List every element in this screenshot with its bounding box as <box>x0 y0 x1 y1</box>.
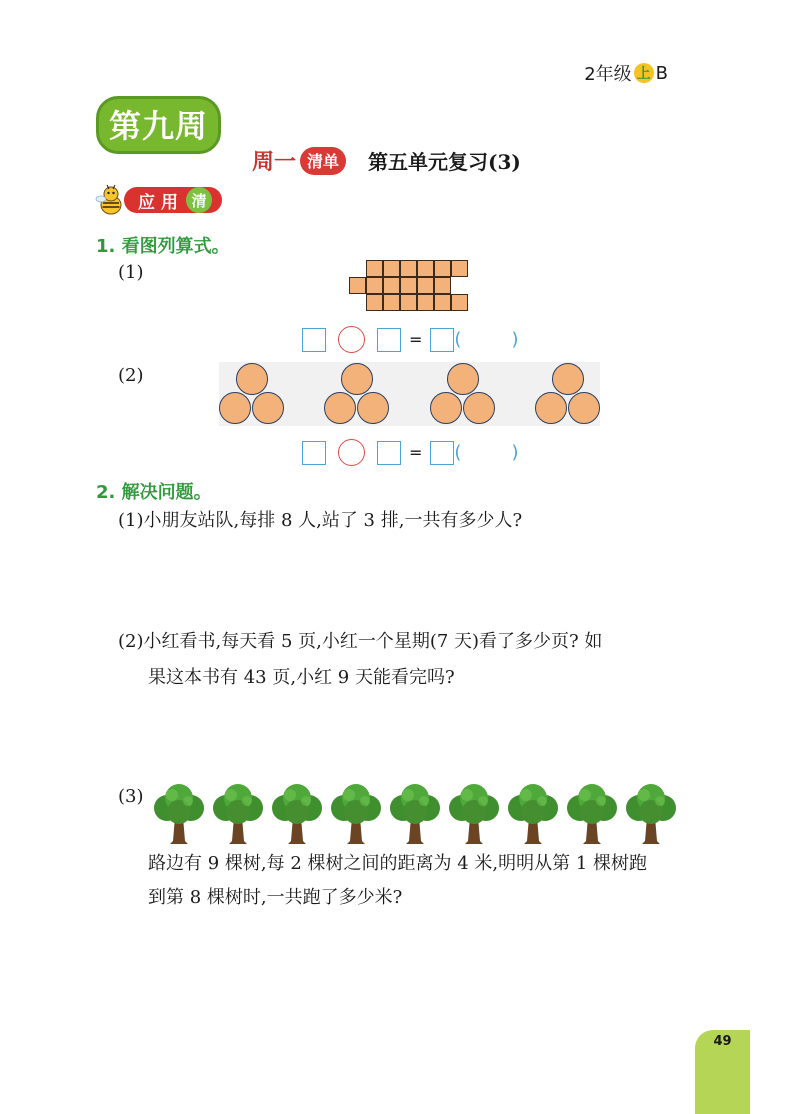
grid-square <box>417 294 434 311</box>
equals-sign: = <box>409 443 423 462</box>
orange-circle <box>552 363 584 395</box>
tree-row <box>150 783 690 845</box>
answer-box[interactable] <box>302 441 326 465</box>
grid-square <box>366 260 383 277</box>
operator-circle[interactable] <box>338 326 365 353</box>
equation-row-2 <box>302 439 518 466</box>
operator-circle[interactable] <box>338 439 365 466</box>
orange-circle <box>535 392 567 424</box>
grid-square <box>400 277 417 294</box>
answer-box[interactable] <box>377 441 401 465</box>
grid-square <box>400 260 417 277</box>
orange-circle <box>447 363 479 395</box>
bee-mascot-icon <box>94 183 128 217</box>
grid-square <box>417 277 434 294</box>
q1-part1-label: (1) <box>118 262 144 283</box>
equals-sign: = <box>409 330 423 349</box>
section-label: 应用 <box>138 192 184 213</box>
day-title-row <box>252 145 521 176</box>
page-number-tab <box>695 1030 750 1114</box>
grid-square <box>434 294 451 311</box>
tree-icon <box>268 783 326 845</box>
grid-square <box>383 277 400 294</box>
checklist-badge: 清单 <box>300 147 346 175</box>
tree-icon <box>209 783 267 845</box>
grid-square <box>451 260 468 277</box>
grid-square <box>451 294 468 311</box>
orange-circle <box>357 392 389 424</box>
paren-close: ) <box>511 329 519 350</box>
grade-suffix: B <box>655 62 668 84</box>
tree-icon <box>504 783 562 845</box>
grid-square <box>349 277 366 294</box>
orange-circle <box>341 363 373 395</box>
q2-part3-label: (3) <box>118 786 144 807</box>
section-badge: 清 <box>186 187 212 213</box>
grid-square <box>383 260 400 277</box>
square-grid <box>349 260 473 312</box>
paren-open: ( <box>454 442 462 463</box>
unit-title: 第五单元复习(3) <box>368 150 521 174</box>
grid-square <box>366 277 383 294</box>
grid-square <box>400 294 417 311</box>
q2-problem-2-line1: (2)小红看书,每天看 5 页,小红一个星期(7 天)看了多少页? 如 <box>118 631 603 652</box>
grid-square <box>434 277 451 294</box>
question-1-heading: 1. 看图列算式。 <box>96 236 230 257</box>
orange-circle <box>236 363 268 395</box>
section-banner <box>94 183 222 217</box>
grade-label <box>584 60 668 86</box>
paren-close: ) <box>511 442 519 463</box>
week-title: 第九周 <box>96 96 221 154</box>
section-label-pill <box>124 187 222 213</box>
tree-icon <box>150 783 208 845</box>
tree-icon <box>445 783 503 845</box>
tree-icon <box>327 783 385 845</box>
q2-problem-3-line1: 路边有 9 棵树,每 2 棵树之间的距离为 4 米,明明从第 1 棵树跑 <box>148 853 648 874</box>
answer-box[interactable] <box>377 328 401 352</box>
tree-icon <box>622 783 680 845</box>
orange-circle <box>430 392 462 424</box>
circle-groups <box>219 362 600 426</box>
orange-circle <box>219 392 251 424</box>
grid-square <box>383 294 400 311</box>
paren-open: ( <box>454 329 462 350</box>
day-label: 周一 <box>252 150 297 175</box>
page-number: 49 <box>713 1034 732 1049</box>
answer-box[interactable] <box>430 328 454 352</box>
orange-circle <box>252 392 284 424</box>
orange-circle <box>324 392 356 424</box>
q2-problem-2-line2: 果这本书有 43 页,小红 9 天能看完吗? <box>148 667 455 688</box>
answer-box[interactable] <box>430 441 454 465</box>
grade-text: 2年级 <box>584 64 632 85</box>
q2-problem-3-line2: 到第 8 棵树时,一共跑了多少米? <box>148 887 403 908</box>
grid-square <box>417 260 434 277</box>
orange-circle <box>568 392 600 424</box>
tree-icon <box>563 783 621 845</box>
grid-square <box>366 294 383 311</box>
question-2-heading: 2. 解决问题。 <box>96 482 212 503</box>
q2-problem-1: (1)小朋友站队,每排 8 人,站了 3 排,一共有多少人? <box>118 510 523 531</box>
orange-circle <box>463 392 495 424</box>
answer-box[interactable] <box>302 328 326 352</box>
q1-part2-label: (2) <box>118 365 144 386</box>
equation-row-1 <box>302 326 518 353</box>
tree-icon <box>386 783 444 845</box>
grade-badge: 上 <box>634 63 654 83</box>
grid-square <box>434 260 451 277</box>
